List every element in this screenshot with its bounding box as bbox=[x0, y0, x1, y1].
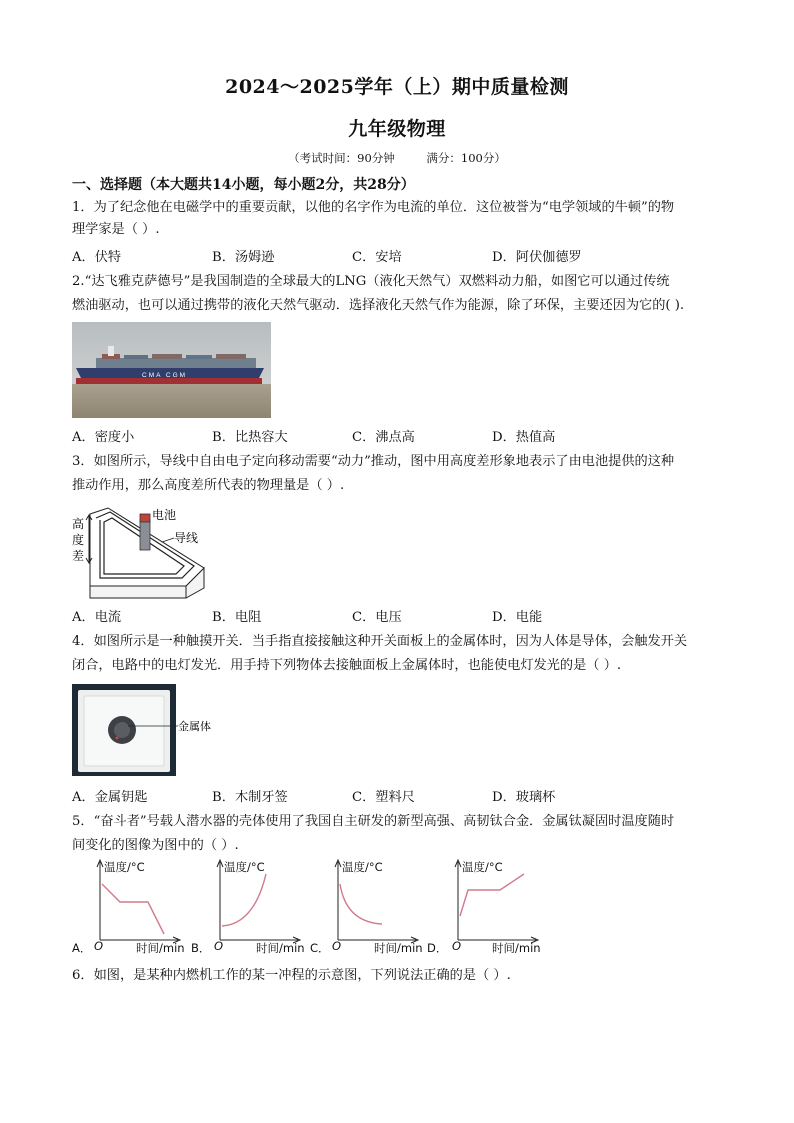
wire-label: 导线 bbox=[174, 531, 199, 545]
q1-option-d[interactable]: D．阿伏伽德罗 bbox=[492, 250, 582, 265]
graph-d-letter: D． bbox=[427, 941, 448, 955]
graph-a-xlabel: 时间/min bbox=[136, 941, 185, 955]
ship-photo bbox=[72, 322, 271, 418]
q6-line1: 6．如图，是某种内燃机工作的某一冲程的示意图，下列说法正确的是（ ）. bbox=[72, 968, 511, 983]
q2-options bbox=[72, 426, 727, 446]
battery-label: 电池 bbox=[152, 508, 177, 522]
exam-time: （考试时间：90分钟 bbox=[288, 151, 395, 165]
height-label-1: 高 bbox=[72, 517, 85, 531]
battery-height-diagram bbox=[70, 504, 215, 600]
graph-d bbox=[427, 860, 541, 955]
q2-option-a[interactable]: A．密度小 bbox=[72, 430, 135, 445]
q4-option-c[interactable]: C．塑料尺 bbox=[352, 790, 415, 805]
graph-b bbox=[191, 860, 305, 955]
graph-d-ylabel: 温度/°C bbox=[462, 860, 503, 874]
full-score: 满分：100分） bbox=[426, 151, 506, 165]
q4-option-b[interactable]: B．木制牙签 bbox=[212, 790, 288, 805]
height-label-3: 差 bbox=[72, 549, 85, 563]
graph-b-origin: O bbox=[214, 939, 224, 953]
graph-a-origin: O bbox=[94, 939, 104, 953]
exam-subtitle: 九年级物理 bbox=[348, 118, 446, 140]
q3-option-a[interactable]: A．电流 bbox=[72, 610, 122, 625]
graph-d-curve bbox=[460, 874, 524, 916]
graph-a bbox=[72, 860, 185, 955]
q2-option-b[interactable]: B．比热容大 bbox=[212, 430, 288, 445]
q3-option-b[interactable]: B．电阻 bbox=[212, 610, 262, 625]
graph-b-ylabel: 温度/°C bbox=[224, 860, 265, 874]
temperature-graphs bbox=[70, 856, 560, 956]
height-label-2: 度 bbox=[72, 533, 85, 547]
q3-options bbox=[72, 606, 727, 626]
ship-hull-text: CMA CGM bbox=[142, 372, 188, 379]
graph-c-letter: C． bbox=[310, 941, 330, 955]
q1-option-c[interactable]: C．安培 bbox=[352, 250, 402, 265]
q1-line2: 理学家是（ ）. bbox=[72, 222, 160, 237]
q1-option-b[interactable]: B．汤姆逊 bbox=[212, 250, 275, 265]
q3-line2: 推动作用，那么高度差所代表的物理量是（ ）. bbox=[72, 478, 345, 493]
graph-d-origin: O bbox=[452, 939, 462, 953]
q4-line2: 闭合，电路中的电灯发光．用手持下列物体去接触面板上金属体时，也能使电灯发光的是（ ）. bbox=[72, 658, 622, 673]
graph-a-curve bbox=[102, 884, 164, 934]
graph-c-curve bbox=[340, 884, 382, 924]
q5-line1: 5．“奋斗者”号载人潜水器的壳体使用了我国自主研发的新型高强、高韧钛合金．金属钛凝固时温度随时 bbox=[72, 814, 675, 829]
q3-option-c[interactable]: C．电压 bbox=[352, 610, 402, 625]
q1-options bbox=[72, 246, 727, 266]
q4-options bbox=[72, 786, 727, 806]
graph-c-origin: O bbox=[332, 939, 342, 953]
q2-option-c[interactable]: C．沸点高 bbox=[352, 430, 415, 445]
q4-option-a[interactable]: A．金属钥匙 bbox=[72, 790, 148, 805]
q4-option-d[interactable]: D．玻璃杯 bbox=[492, 790, 556, 805]
q2-line1: 2.“达飞雅克萨德号”是我国制造的全球最大的LNG（液化天然气）双燃料动力船，如图它可以通过传统 bbox=[72, 274, 670, 289]
touch-switch-photo bbox=[72, 684, 252, 776]
q3-line1: 3．如图所示，导线中自由电子定向移动需要“动力”推动，图中用高度差形象地表示了由电池提供的这种 bbox=[72, 454, 675, 469]
exam-meta bbox=[0, 150, 794, 166]
q1-option-a[interactable]: A．伏特 bbox=[72, 250, 122, 265]
graph-c bbox=[310, 860, 423, 955]
q1-line1: 1．为了纪念他在电磁学中的重要贡献，以他的名字作为电流的单位．这位被誉为“电学领域的牛顿”的物 bbox=[72, 200, 675, 215]
q2-line2: 燃油驱动，也可以通过携带的液化天然气驱动．选择液化天然气作为能源，除了环保，主要还因为它的( ). bbox=[72, 298, 685, 313]
graph-b-xlabel: 时间/min bbox=[256, 941, 305, 955]
graph-c-ylabel: 温度/°C bbox=[342, 860, 383, 874]
graph-a-ylabel: 温度/°C bbox=[104, 860, 145, 874]
q3-option-d[interactable]: D．电能 bbox=[492, 610, 543, 625]
q4-line1: 4．如图所示是一种触摸开关．当手指直接接触这种开关面板上的金属体时，因为人体是导体，会触发开关 bbox=[72, 634, 688, 649]
section-heading: 一、选择题（本大题共14小题，每小题2分，共28分） bbox=[72, 177, 415, 193]
q2-option-d[interactable]: D．热值高 bbox=[492, 430, 556, 445]
metal-body-label: 金属体 bbox=[178, 720, 211, 733]
graph-a-letter: A． bbox=[72, 941, 92, 955]
q5-line2: 间变化的图像为图中的（ ）. bbox=[72, 838, 239, 853]
graph-c-xlabel: 时间/min bbox=[374, 941, 423, 955]
exam-title: 2024～2025学年（上）期中质量检测 bbox=[225, 76, 569, 98]
graph-b-letter: B． bbox=[191, 941, 211, 955]
graph-b-curve bbox=[222, 874, 266, 926]
graph-d-xlabel: 时间/min bbox=[492, 941, 541, 955]
